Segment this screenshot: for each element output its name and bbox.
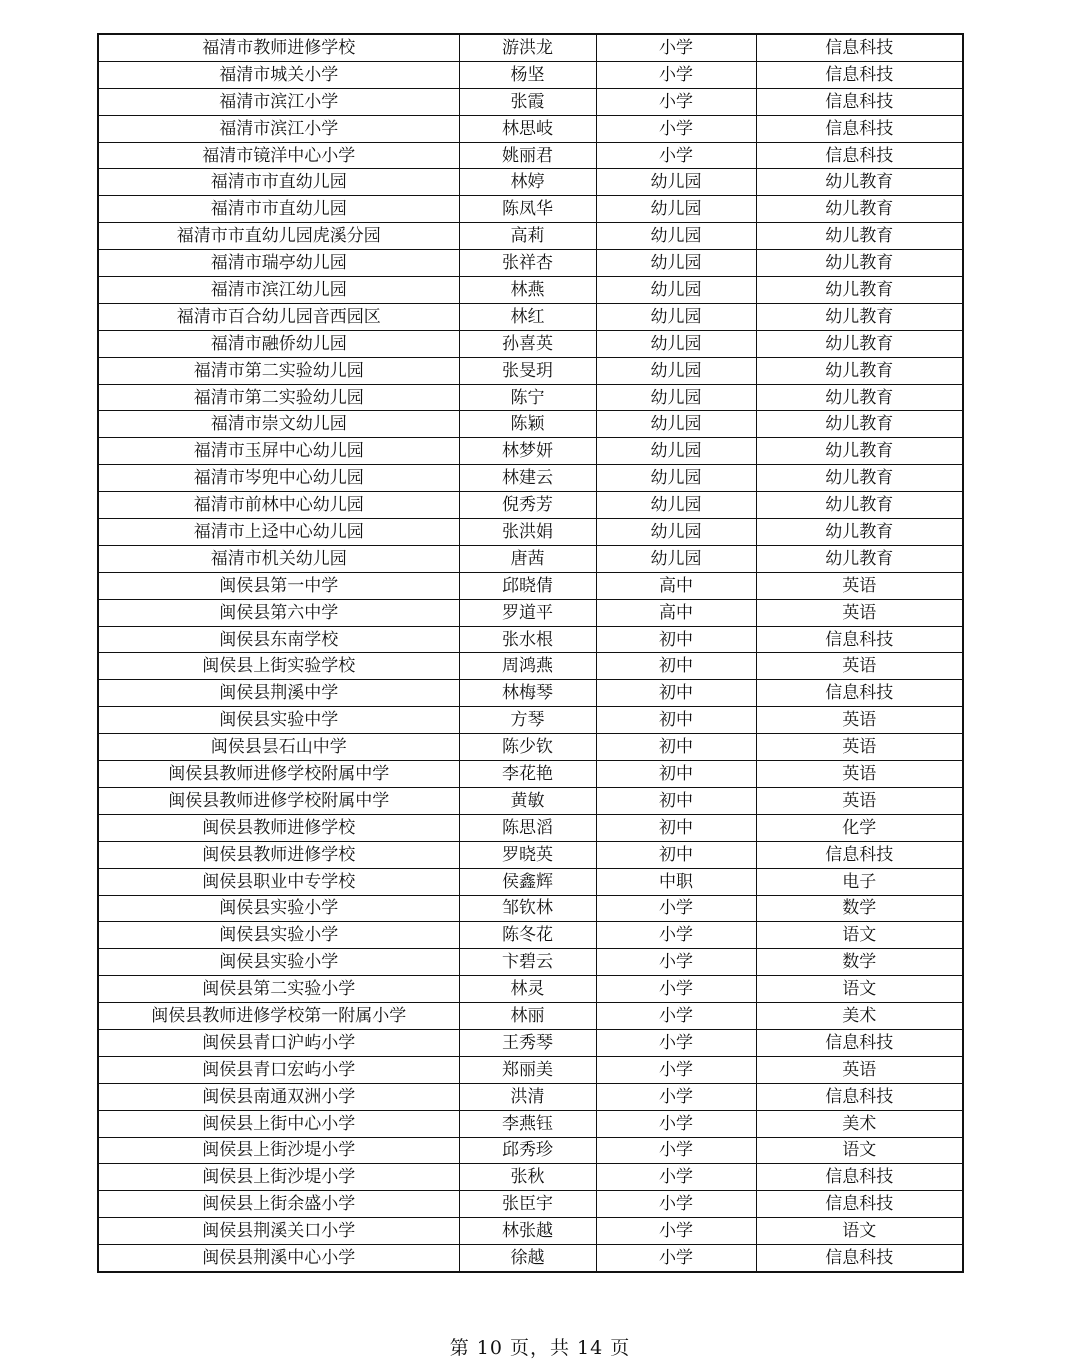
school-level-cell: 高中	[596, 599, 756, 626]
teacher-name-cell: 李燕钰	[459, 1110, 596, 1137]
school-level-cell: 幼儿园	[596, 492, 756, 519]
subject-cell: 语文	[756, 1137, 963, 1164]
teacher-name-cell: 林红	[459, 303, 596, 330]
school-level-cell: 初中	[596, 761, 756, 788]
teacher-name-cell: 陈凤华	[459, 196, 596, 223]
table-row	[98, 88, 963, 115]
school-cell: 闽侯县教师进修学校	[98, 841, 459, 868]
school-level-cell: 幼儿园	[596, 223, 756, 250]
table-row	[98, 841, 963, 868]
table-row	[98, 1137, 963, 1164]
subject-cell: 幼儿教育	[756, 357, 963, 384]
teacher-name-cell: 周鸿燕	[459, 653, 596, 680]
school-cell: 闽侯县荆溪中心小学	[98, 1245, 459, 1272]
table-row	[98, 303, 963, 330]
table-row	[98, 761, 963, 788]
teacher-name-cell: 林思岐	[459, 115, 596, 142]
teacher-name-cell: 高莉	[459, 223, 596, 250]
table-row	[98, 1110, 963, 1137]
subject-cell: 信息科技	[756, 841, 963, 868]
school-cell: 福清市瑞亭幼儿园	[98, 250, 459, 277]
school-cell: 闽侯县第六中学	[98, 599, 459, 626]
school-cell: 福清市前林中心幼儿园	[98, 492, 459, 519]
school-level-cell: 幼儿园	[596, 519, 756, 546]
school-level-cell: 幼儿园	[596, 438, 756, 465]
teacher-name-cell: 陈宁	[459, 384, 596, 411]
teacher-name-cell: 游洪龙	[459, 34, 596, 61]
teacher-roster-table	[97, 33, 964, 1273]
school-cell: 闽侯县昙石山中学	[98, 734, 459, 761]
school-cell: 福清市第二实验幼儿园	[98, 384, 459, 411]
school-level-cell: 幼儿园	[596, 196, 756, 223]
school-cell: 福清市岑兜中心幼儿园	[98, 465, 459, 492]
school-cell: 福清市教师进修学校	[98, 34, 459, 61]
subject-cell: 幼儿教育	[756, 545, 963, 572]
table-row	[98, 1003, 963, 1030]
table-row	[98, 357, 963, 384]
subject-cell: 幼儿教育	[756, 169, 963, 196]
subject-cell: 幼儿教育	[756, 492, 963, 519]
school-cell: 福清市滨江小学	[98, 115, 459, 142]
table-row	[98, 492, 963, 519]
school-level-cell: 幼儿园	[596, 303, 756, 330]
subject-cell: 幼儿教育	[756, 196, 963, 223]
subject-cell: 美术	[756, 1003, 963, 1030]
subject-cell: 数学	[756, 895, 963, 922]
table-row	[98, 545, 963, 572]
subject-cell: 信息科技	[756, 680, 963, 707]
teacher-name-cell: 卞碧云	[459, 949, 596, 976]
table-row	[98, 465, 963, 492]
subject-cell: 信息科技	[756, 1083, 963, 1110]
table-row	[98, 922, 963, 949]
subject-cell: 信息科技	[756, 115, 963, 142]
teacher-name-cell: 陈少钦	[459, 734, 596, 761]
school-cell: 福清市滨江幼儿园	[98, 277, 459, 304]
teacher-name-cell: 杨坚	[459, 61, 596, 88]
school-cell: 福清市市直幼儿园虎溪分园	[98, 223, 459, 250]
school-cell: 闽侯县青口沪屿小学	[98, 1029, 459, 1056]
teacher-name-cell: 罗道平	[459, 599, 596, 626]
school-level-cell: 初中	[596, 841, 756, 868]
school-cell: 闽侯县上街沙堤小学	[98, 1137, 459, 1164]
table-row	[98, 653, 963, 680]
teacher-name-cell: 张霞	[459, 88, 596, 115]
school-cell: 福清市融侨幼儿园	[98, 330, 459, 357]
table-row	[98, 519, 963, 546]
school-cell: 闽侯县第一中学	[98, 572, 459, 599]
table-row	[98, 196, 963, 223]
school-cell: 闽侯县实验中学	[98, 707, 459, 734]
school-cell: 福清市市直幼儿园	[98, 196, 459, 223]
table-row	[98, 868, 963, 895]
subject-cell: 信息科技	[756, 1164, 963, 1191]
school-level-cell: 幼儿园	[596, 250, 756, 277]
teacher-name-cell: 邱秀珍	[459, 1137, 596, 1164]
teacher-name-cell: 孙喜英	[459, 330, 596, 357]
subject-cell: 英语	[756, 572, 963, 599]
table-row	[98, 384, 963, 411]
teacher-name-cell: 林梅琴	[459, 680, 596, 707]
subject-cell: 英语	[756, 1056, 963, 1083]
subject-cell: 幼儿教育	[756, 277, 963, 304]
teacher-name-cell: 林建云	[459, 465, 596, 492]
school-cell: 福清市上迳中心幼儿园	[98, 519, 459, 546]
school-level-cell: 小学	[596, 1137, 756, 1164]
subject-cell: 语文	[756, 922, 963, 949]
table-row	[98, 1029, 963, 1056]
teacher-name-cell: 郑丽美	[459, 1056, 596, 1083]
school-cell: 闽侯县实验小学	[98, 949, 459, 976]
table-row	[98, 1218, 963, 1245]
school-cell: 福清市崇文幼儿园	[98, 411, 459, 438]
subject-cell: 幼儿教育	[756, 411, 963, 438]
teacher-name-cell: 林婷	[459, 169, 596, 196]
table-row	[98, 599, 963, 626]
school-cell: 闽侯县教师进修学校	[98, 814, 459, 841]
table-row	[98, 680, 963, 707]
school-cell: 闽侯县实验小学	[98, 895, 459, 922]
table-row	[98, 895, 963, 922]
subject-cell: 英语	[756, 761, 963, 788]
table-row	[98, 250, 963, 277]
teacher-name-cell: 张秋	[459, 1164, 596, 1191]
school-level-cell: 初中	[596, 707, 756, 734]
subject-cell: 信息科技	[756, 1191, 963, 1218]
teacher-name-cell: 陈颖	[459, 411, 596, 438]
subject-cell: 信息科技	[756, 626, 963, 653]
subject-cell: 幼儿教育	[756, 519, 963, 546]
school-level-cell: 初中	[596, 814, 756, 841]
subject-cell: 语文	[756, 976, 963, 1003]
school-cell: 福清市百合幼儿园音西园区	[98, 303, 459, 330]
table-row	[98, 626, 963, 653]
teacher-name-cell: 张水根	[459, 626, 596, 653]
subject-cell: 幼儿教育	[756, 330, 963, 357]
school-level-cell: 初中	[596, 653, 756, 680]
school-cell: 福清市第二实验幼儿园	[98, 357, 459, 384]
subject-cell: 信息科技	[756, 142, 963, 169]
school-level-cell: 小学	[596, 922, 756, 949]
subject-cell: 英语	[756, 707, 963, 734]
subject-cell: 信息科技	[756, 61, 963, 88]
teacher-name-cell: 姚丽君	[459, 142, 596, 169]
table-body	[98, 34, 963, 1272]
teacher-name-cell: 林梦妍	[459, 438, 596, 465]
table-row	[98, 330, 963, 357]
subject-cell: 英语	[756, 734, 963, 761]
teacher-name-cell: 林灵	[459, 976, 596, 1003]
table-row	[98, 1056, 963, 1083]
teacher-name-cell: 侯鑫辉	[459, 868, 596, 895]
school-cell: 闽侯县上街实验学校	[98, 653, 459, 680]
school-level-cell: 小学	[596, 949, 756, 976]
teacher-name-cell: 倪秀芳	[459, 492, 596, 519]
teacher-name-cell: 张臣宇	[459, 1191, 596, 1218]
subject-cell: 幼儿教育	[756, 223, 963, 250]
table-row	[98, 438, 963, 465]
school-level-cell: 小学	[596, 88, 756, 115]
school-level-cell: 小学	[596, 1191, 756, 1218]
school-cell: 闽侯县东南学校	[98, 626, 459, 653]
subject-cell: 语文	[756, 1218, 963, 1245]
table-row	[98, 34, 963, 61]
school-level-cell: 幼儿园	[596, 330, 756, 357]
school-level-cell: 小学	[596, 34, 756, 61]
table-row	[98, 1191, 963, 1218]
school-cell: 福清市镜洋中心小学	[98, 142, 459, 169]
subject-cell: 美术	[756, 1110, 963, 1137]
school-cell: 闽侯县荆溪中学	[98, 680, 459, 707]
school-cell: 闽侯县上街余盛小学	[98, 1191, 459, 1218]
subject-cell: 英语	[756, 653, 963, 680]
subject-cell: 数学	[756, 949, 963, 976]
table-row	[98, 411, 963, 438]
school-cell: 福清市滨江小学	[98, 88, 459, 115]
school-level-cell: 幼儿园	[596, 357, 756, 384]
school-level-cell: 小学	[596, 1083, 756, 1110]
teacher-name-cell: 黄敏	[459, 787, 596, 814]
teacher-name-cell: 林丽	[459, 1003, 596, 1030]
teacher-name-cell: 张祥杏	[459, 250, 596, 277]
teacher-name-cell: 方琴	[459, 707, 596, 734]
school-level-cell: 小学	[596, 1164, 756, 1191]
table-row	[98, 277, 963, 304]
teacher-name-cell: 陈冬花	[459, 922, 596, 949]
subject-cell: 英语	[756, 599, 963, 626]
school-level-cell: 小学	[596, 115, 756, 142]
table-row	[98, 787, 963, 814]
teacher-name-cell: 林燕	[459, 277, 596, 304]
subject-cell: 幼儿教育	[756, 303, 963, 330]
school-cell: 闽侯县第二实验小学	[98, 976, 459, 1003]
teacher-name-cell: 张旻玥	[459, 357, 596, 384]
subject-cell: 英语	[756, 787, 963, 814]
school-level-cell: 小学	[596, 61, 756, 88]
school-level-cell: 小学	[596, 1029, 756, 1056]
school-cell: 闽侯县青口宏屿小学	[98, 1056, 459, 1083]
subject-cell: 幼儿教育	[756, 250, 963, 277]
teacher-name-cell: 洪清	[459, 1083, 596, 1110]
table-row	[98, 1164, 963, 1191]
school-cell: 闽侯县上街中心小学	[98, 1110, 459, 1137]
page-number: 第 10 页，共 14 页	[449, 1337, 631, 1359]
school-level-cell: 小学	[596, 1003, 756, 1030]
table-row	[98, 115, 963, 142]
table-row	[98, 976, 963, 1003]
subject-cell: 幼儿教育	[756, 384, 963, 411]
subject-cell: 幼儿教育	[756, 465, 963, 492]
subject-cell: 电子	[756, 868, 963, 895]
table-row	[98, 169, 963, 196]
teacher-name-cell: 王秀琴	[459, 1029, 596, 1056]
subject-cell: 信息科技	[756, 1029, 963, 1056]
subject-cell: 信息科技	[756, 34, 963, 61]
school-cell: 福清市玉屏中心幼儿园	[98, 438, 459, 465]
school-cell: 闽侯县上街沙堤小学	[98, 1164, 459, 1191]
table-row	[98, 1245, 963, 1272]
school-level-cell: 小学	[596, 1110, 756, 1137]
teacher-name-cell: 林张越	[459, 1218, 596, 1245]
school-level-cell: 幼儿园	[596, 465, 756, 492]
school-level-cell: 初中	[596, 680, 756, 707]
school-level-cell: 幼儿园	[596, 411, 756, 438]
school-cell: 福清市城关小学	[98, 61, 459, 88]
table-row	[98, 142, 963, 169]
school-level-cell: 小学	[596, 1245, 756, 1272]
school-level-cell: 小学	[596, 1218, 756, 1245]
school-level-cell: 幼儿园	[596, 545, 756, 572]
subject-cell: 幼儿教育	[756, 438, 963, 465]
school-level-cell: 幼儿园	[596, 384, 756, 411]
teacher-name-cell: 罗晓英	[459, 841, 596, 868]
school-cell: 福清市市直幼儿园	[98, 169, 459, 196]
teacher-name-cell: 邱晓倩	[459, 572, 596, 599]
school-level-cell: 幼儿园	[596, 277, 756, 304]
school-level-cell: 幼儿园	[596, 169, 756, 196]
teacher-name-cell: 邹钦林	[459, 895, 596, 922]
table-row	[98, 61, 963, 88]
table-row	[98, 814, 963, 841]
table-row	[98, 707, 963, 734]
school-level-cell: 小学	[596, 895, 756, 922]
subject-cell: 化学	[756, 814, 963, 841]
school-cell: 闽侯县南通双洲小学	[98, 1083, 459, 1110]
teacher-name-cell: 徐越	[459, 1245, 596, 1272]
school-cell: 闽侯县职业中专学校	[98, 868, 459, 895]
table-row	[98, 223, 963, 250]
school-cell: 闽侯县教师进修学校附属中学	[98, 787, 459, 814]
subject-cell: 信息科技	[756, 1245, 963, 1272]
school-level-cell: 初中	[596, 626, 756, 653]
table-row	[98, 572, 963, 599]
school-level-cell: 小学	[596, 1056, 756, 1083]
school-level-cell: 小学	[596, 142, 756, 169]
teacher-name-cell: 李花艳	[459, 761, 596, 788]
school-level-cell: 小学	[596, 976, 756, 1003]
school-level-cell: 初中	[596, 787, 756, 814]
table-row	[98, 949, 963, 976]
table-row	[98, 1083, 963, 1110]
subject-cell: 信息科技	[756, 88, 963, 115]
teacher-name-cell: 张洪娟	[459, 519, 596, 546]
school-level-cell: 高中	[596, 572, 756, 599]
table-row	[98, 734, 963, 761]
school-cell: 闽侯县实验小学	[98, 922, 459, 949]
school-level-cell: 中职	[596, 868, 756, 895]
teacher-name-cell: 陈思滔	[459, 814, 596, 841]
school-cell: 闽侯县教师进修学校附属中学	[98, 761, 459, 788]
school-level-cell: 初中	[596, 734, 756, 761]
school-cell: 福清市机关幼儿园	[98, 545, 459, 572]
school-cell: 闽侯县教师进修学校第一附属小学	[98, 1003, 459, 1030]
teacher-name-cell: 唐茜	[459, 545, 596, 572]
school-cell: 闽侯县荆溪关口小学	[98, 1218, 459, 1245]
